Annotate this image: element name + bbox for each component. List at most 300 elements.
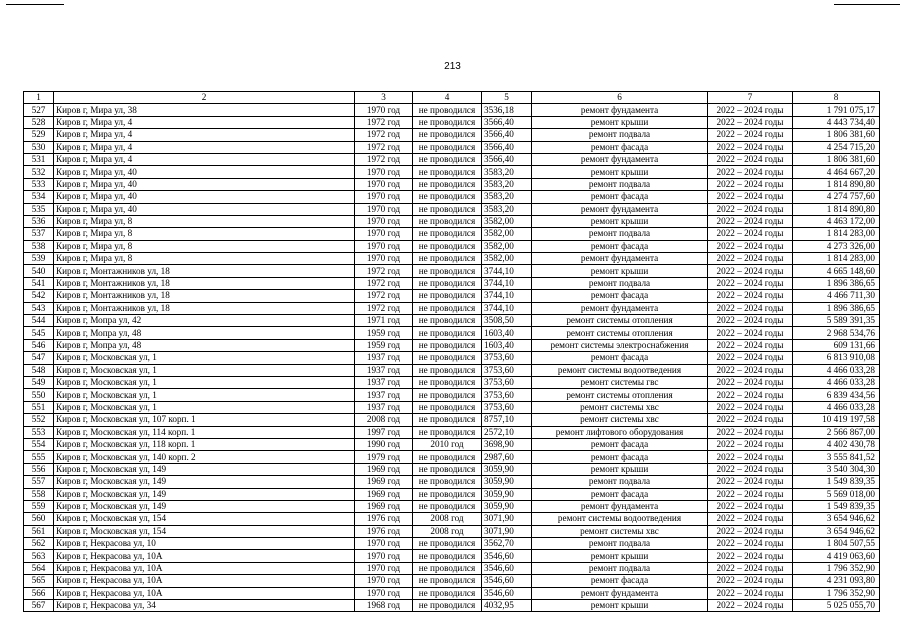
col-cost-header: 8: [793, 92, 880, 104]
cell-last-repair: не проводился: [413, 277, 482, 289]
cell-area: 3071,90: [482, 525, 532, 537]
cell-last-repair: не проводился: [413, 116, 482, 128]
cell-last-repair: не проводился: [413, 575, 482, 587]
repair-program-table: [23, 91, 880, 612]
cell-year-built: 1937 год: [355, 376, 413, 388]
cell-row-number: 553: [24, 426, 54, 438]
cell-cost: 1 814 890,80: [793, 178, 880, 190]
cell-row-number: 560: [24, 513, 54, 525]
cell-address: Киров г, Мира ул, 8: [54, 240, 355, 252]
cell-year-built: 1970 год: [355, 562, 413, 574]
cell-work-type: ремонт системы водоотведения: [532, 513, 708, 525]
cell-work-type: ремонт крыши: [532, 265, 708, 277]
table-row: [24, 525, 880, 537]
cell-address: Киров г, Мира ул, 40: [54, 191, 355, 203]
cell-area: 3508,50: [482, 315, 532, 327]
cell-area: 3566,40: [482, 153, 532, 165]
cell-period: 2022 – 2024 годы: [708, 513, 793, 525]
table-row: [24, 538, 880, 550]
cell-last-repair: не проводился: [413, 476, 482, 488]
cell-row-number: 528: [24, 116, 54, 128]
cell-address: Киров г, Мира ул, 40: [54, 203, 355, 215]
cell-row-number: 559: [24, 500, 54, 512]
cell-last-repair: не проводился: [413, 538, 482, 550]
cell-area: 3744,10: [482, 277, 532, 289]
cell-address: Киров г, Московская ул, 140 корп. 2: [54, 451, 355, 463]
cell-cost: 1 796 352,90: [793, 587, 880, 599]
cell-period: 2022 – 2024 годы: [708, 240, 793, 252]
cell-period: 2022 – 2024 годы: [708, 538, 793, 550]
table-row: [24, 476, 880, 488]
cell-work-type: ремонт фасада: [532, 575, 708, 587]
cell-area: 3566,40: [482, 116, 532, 128]
cell-row-number: 537: [24, 228, 54, 240]
cell-year-built: 1937 год: [355, 401, 413, 413]
cell-last-repair: не проводился: [413, 228, 482, 240]
cell-last-repair: не проводился: [413, 364, 482, 376]
cell-work-type: ремонт крыши: [532, 600, 708, 612]
cell-area: 3059,90: [482, 500, 532, 512]
cell-period: 2022 – 2024 годы: [708, 500, 793, 512]
cell-last-repair: не проводился: [413, 191, 482, 203]
cell-area: 3583,20: [482, 203, 532, 215]
cell-row-number: 530: [24, 141, 54, 153]
cell-last-repair: не проводился: [413, 401, 482, 413]
cell-period: 2022 – 2024 годы: [708, 451, 793, 463]
cell-year-built: 1970 год: [355, 575, 413, 587]
cell-cost: 3 540 304,30: [793, 463, 880, 475]
cell-area: 1603,40: [482, 327, 532, 339]
cell-year-built: 1990 год: [355, 438, 413, 450]
cell-period: 2022 – 2024 годы: [708, 215, 793, 227]
cell-period: 2022 – 2024 годы: [708, 265, 793, 277]
table-row: [24, 352, 880, 364]
cell-work-type: ремонт системы гвс: [532, 376, 708, 388]
cell-area: 3583,20: [482, 191, 532, 203]
cell-cost: 4 273 326,00: [793, 240, 880, 252]
table-row: [24, 191, 880, 203]
cell-last-repair: не проводился: [413, 389, 482, 401]
cell-work-type: ремонт системы отопления: [532, 389, 708, 401]
cell-area: 3059,90: [482, 488, 532, 500]
cell-work-type: ремонт системы отопления: [532, 327, 708, 339]
cell-period: 2022 – 2024 годы: [708, 327, 793, 339]
cell-area: 3582,00: [482, 215, 532, 227]
cell-work-type: ремонт фундамента: [532, 253, 708, 265]
cell-address: Киров г, Некрасова ул, 10: [54, 538, 355, 550]
cell-area: 3059,90: [482, 463, 532, 475]
cell-period: 2022 – 2024 годы: [708, 463, 793, 475]
cell-row-number: 558: [24, 488, 54, 500]
cell-work-type: ремонт фундамента: [532, 203, 708, 215]
cell-period: 2022 – 2024 годы: [708, 166, 793, 178]
cell-work-type: ремонт подвала: [532, 178, 708, 190]
cell-last-repair: не проводился: [413, 463, 482, 475]
cell-cost: 1 549 839,35: [793, 476, 880, 488]
cell-area: 3582,00: [482, 240, 532, 252]
cell-cost: 1 814 283,00: [793, 253, 880, 265]
cell-address: Киров г, Московская ул, 149: [54, 476, 355, 488]
col-period-header: 7: [708, 92, 793, 104]
cell-cost: 2 566 867,00: [793, 426, 880, 438]
cell-area: 8757,10: [482, 414, 532, 426]
cell-work-type: ремонт системы отопления: [532, 315, 708, 327]
cell-area: 3562,70: [482, 538, 532, 550]
cell-cost: 5 569 018,00: [793, 488, 880, 500]
cell-work-type: ремонт фасада: [532, 240, 708, 252]
cell-address: Киров г, Мира ул, 4: [54, 141, 355, 153]
cell-address: Киров г, Мира ул, 4: [54, 129, 355, 141]
cell-work-type: ремонт фасада: [532, 438, 708, 450]
cell-work-type: ремонт фасада: [532, 141, 708, 153]
cell-work-type: ремонт крыши: [532, 215, 708, 227]
cell-cost: 10 419 197,58: [793, 414, 880, 426]
cell-row-number: 565: [24, 575, 54, 587]
cell-area: 3071,90: [482, 513, 532, 525]
cell-cost: 4 419 063,60: [793, 550, 880, 562]
cell-row-number: 542: [24, 290, 54, 302]
cell-work-type: ремонт системы водоотведения: [532, 364, 708, 376]
cell-last-repair: не проводился: [413, 426, 482, 438]
cell-work-type: ремонт подвала: [532, 129, 708, 141]
cell-period: 2022 – 2024 годы: [708, 426, 793, 438]
cell-work-type: ремонт крыши: [532, 166, 708, 178]
cell-row-number: 536: [24, 215, 54, 227]
table-row: [24, 315, 880, 327]
cell-cost: 1 896 386,65: [793, 302, 880, 314]
cell-address: Киров г, Мопра ул, 48: [54, 327, 355, 339]
cell-year-built: 1970 год: [355, 215, 413, 227]
cell-cost: 1 896 386,65: [793, 277, 880, 289]
cell-last-repair: не проводился: [413, 327, 482, 339]
cell-address: Киров г, Мира ул, 4: [54, 153, 355, 165]
cell-period: 2022 – 2024 годы: [708, 116, 793, 128]
cell-year-built: 1959 год: [355, 327, 413, 339]
cell-cost: 4 443 734,40: [793, 116, 880, 128]
cell-last-repair: не проводился: [413, 141, 482, 153]
cell-year-built: 1976 год: [355, 525, 413, 537]
cell-year-built: 1972 год: [355, 116, 413, 128]
cell-row-number: 557: [24, 476, 54, 488]
cell-row-number: 538: [24, 240, 54, 252]
cell-address: Киров г, Московская ул, 107 корп. 1: [54, 414, 355, 426]
table-row: [24, 550, 880, 562]
table-row: [24, 451, 880, 463]
cell-cost: 609 131,66: [793, 339, 880, 351]
cell-period: 2022 – 2024 годы: [708, 389, 793, 401]
cell-address: Киров г, Мира ул, 38: [54, 104, 355, 116]
cell-row-number: 561: [24, 525, 54, 537]
cell-work-type: ремонт фасада: [532, 451, 708, 463]
cell-period: 2022 – 2024 годы: [708, 600, 793, 612]
table-row: [24, 228, 880, 240]
cell-year-built: 1970 год: [355, 191, 413, 203]
cell-row-number: 567: [24, 600, 54, 612]
cell-cost: 6 813 910,08: [793, 352, 880, 364]
cell-address: Киров г, Монтажников ул, 18: [54, 290, 355, 302]
cell-period: 2022 – 2024 годы: [708, 228, 793, 240]
cell-year-built: 1979 год: [355, 451, 413, 463]
cell-year-built: 1972 год: [355, 141, 413, 153]
cell-last-repair: не проводился: [413, 302, 482, 314]
cell-row-number: 527: [24, 104, 54, 116]
table-row: [24, 389, 880, 401]
cell-period: 2022 – 2024 годы: [708, 525, 793, 537]
table-row: [24, 414, 880, 426]
cell-cost: 3 555 841,52: [793, 451, 880, 463]
cell-last-repair: не проводился: [413, 352, 482, 364]
cell-area: 3546,60: [482, 575, 532, 587]
cell-year-built: 1970 год: [355, 104, 413, 116]
cell-year-built: 1971 год: [355, 315, 413, 327]
cell-address: Киров г, Московская ул, 149: [54, 463, 355, 475]
cell-period: 2022 – 2024 годы: [708, 191, 793, 203]
cell-cost: 1 791 075,17: [793, 104, 880, 116]
cell-period: 2022 – 2024 годы: [708, 153, 793, 165]
col-last-repair-header: 4: [413, 92, 482, 104]
cell-area: 3546,60: [482, 587, 532, 599]
table-row: [24, 500, 880, 512]
cell-last-repair: не проводился: [413, 550, 482, 562]
cell-period: 2022 – 2024 годы: [708, 203, 793, 215]
cell-period: 2022 – 2024 годы: [708, 476, 793, 488]
cell-year-built: 1937 год: [355, 364, 413, 376]
cell-year-built: 1970 год: [355, 178, 413, 190]
cell-work-type: ремонт крыши: [532, 116, 708, 128]
cell-row-number: 541: [24, 277, 54, 289]
cell-cost: 1 806 381,60: [793, 129, 880, 141]
table-row: [24, 488, 880, 500]
cell-row-number: 545: [24, 327, 54, 339]
table-row: [24, 562, 880, 574]
cell-year-built: 1972 год: [355, 265, 413, 277]
cell-work-type: ремонт системы электроснабжения: [532, 339, 708, 351]
cell-last-repair: не проводился: [413, 265, 482, 277]
cell-row-number: 554: [24, 438, 54, 450]
cell-area: 3744,10: [482, 290, 532, 302]
cell-cost: 4 274 757,60: [793, 191, 880, 203]
cell-year-built: 1970 год: [355, 587, 413, 599]
cell-row-number: 535: [24, 203, 54, 215]
cell-address: Киров г, Мира ул, 8: [54, 215, 355, 227]
cell-row-number: 539: [24, 253, 54, 265]
cell-area: 3059,90: [482, 476, 532, 488]
cell-address: Киров г, Московская ул, 1: [54, 376, 355, 388]
cell-period: 2022 – 2024 годы: [708, 104, 793, 116]
cell-last-repair: не проводился: [413, 215, 482, 227]
table-row: [24, 426, 880, 438]
cell-row-number: 540: [24, 265, 54, 277]
table-row: [24, 253, 880, 265]
cell-row-number: 566: [24, 587, 54, 599]
cell-area: 2987,60: [482, 451, 532, 463]
cell-cost: 1 549 839,35: [793, 500, 880, 512]
cell-year-built: 1972 год: [355, 277, 413, 289]
table-row: [24, 401, 880, 413]
cell-period: 2022 – 2024 годы: [708, 488, 793, 500]
cell-address: Киров г, Московская ул, 114 корп. 1: [54, 426, 355, 438]
cell-cost: 4 466 711,30: [793, 290, 880, 302]
cell-period: 2022 – 2024 годы: [708, 575, 793, 587]
cell-period: 2022 – 2024 годы: [708, 253, 793, 265]
cell-row-number: 529: [24, 129, 54, 141]
cell-cost: 5 025 055,70: [793, 600, 880, 612]
cell-area: 3546,60: [482, 562, 532, 574]
table-row: [24, 240, 880, 252]
cell-cost: 4 464 667,20: [793, 166, 880, 178]
cell-address: Киров г, Монтажников ул, 18: [54, 302, 355, 314]
cell-row-number: 533: [24, 178, 54, 190]
cell-year-built: 1937 год: [355, 389, 413, 401]
cell-work-type: ремонт подвала: [532, 538, 708, 550]
cell-period: 2022 – 2024 годы: [708, 352, 793, 364]
cell-area: 3583,20: [482, 166, 532, 178]
cell-address: Киров г, Московская ул, 1: [54, 389, 355, 401]
cell-year-built: 1970 год: [355, 228, 413, 240]
table-row: [24, 339, 880, 351]
cell-address: Киров г, Мира ул, 8: [54, 253, 355, 265]
cell-year-built: 1972 год: [355, 153, 413, 165]
cell-year-built: 1997 год: [355, 426, 413, 438]
col-area-header: 5: [482, 92, 532, 104]
cell-year-built: 2008 год: [355, 414, 413, 426]
cell-row-number: 555: [24, 451, 54, 463]
table-row: [24, 203, 880, 215]
cell-cost: 1 814 283,00: [793, 228, 880, 240]
cell-last-repair: не проводился: [413, 315, 482, 327]
cell-row-number: 549: [24, 376, 54, 388]
cell-address: Киров г, Московская ул, 1: [54, 401, 355, 413]
cell-row-number: 562: [24, 538, 54, 550]
cell-last-repair: не проводился: [413, 600, 482, 612]
col-year-built-header: 3: [355, 92, 413, 104]
cell-work-type: ремонт системы хвс: [532, 401, 708, 413]
cell-last-repair: 2008 год: [413, 525, 482, 537]
cell-area: 3582,00: [482, 253, 532, 265]
cell-cost: 4 665 148,60: [793, 265, 880, 277]
cell-work-type: ремонт фасада: [532, 191, 708, 203]
cell-cost: 1 806 381,60: [793, 153, 880, 165]
cell-area: 3753,60: [482, 364, 532, 376]
cell-year-built: 1972 год: [355, 302, 413, 314]
cell-work-type: ремонт крыши: [532, 463, 708, 475]
cell-address: Киров г, Некрасова ул, 10А: [54, 575, 355, 587]
cell-work-type: ремонт подвала: [532, 476, 708, 488]
cell-cost: 4 402 430,78: [793, 438, 880, 450]
table-row: [24, 327, 880, 339]
cell-last-repair: не проводился: [413, 104, 482, 116]
cell-row-number: 546: [24, 339, 54, 351]
cell-row-number: 556: [24, 463, 54, 475]
cell-year-built: 1970 год: [355, 240, 413, 252]
table-row: [24, 277, 880, 289]
cell-address: Киров г, Московская ул, 149: [54, 500, 355, 512]
cell-period: 2022 – 2024 годы: [708, 141, 793, 153]
cell-area: 3536,18: [482, 104, 532, 116]
cell-last-repair: не проводился: [413, 587, 482, 599]
cell-last-repair: 2010 год: [413, 438, 482, 450]
cell-period: 2022 – 2024 годы: [708, 550, 793, 562]
cell-address: Киров г, Московская ул, 1: [54, 352, 355, 364]
table-row: [24, 153, 880, 165]
cell-row-number: 532: [24, 166, 54, 178]
cell-cost: 4 466 033,28: [793, 364, 880, 376]
cell-last-repair: 2008 год: [413, 513, 482, 525]
cell-area: 3698,90: [482, 438, 532, 450]
cell-area: 3753,60: [482, 389, 532, 401]
cell-cost: 6 839 434,56: [793, 389, 880, 401]
cell-area: 3753,60: [482, 352, 532, 364]
table-row: [24, 376, 880, 388]
cell-work-type: ремонт фундамента: [532, 153, 708, 165]
cell-last-repair: не проводился: [413, 178, 482, 190]
cell-period: 2022 – 2024 годы: [708, 277, 793, 289]
top-left-rule: [6, 4, 64, 5]
cell-row-number: 552: [24, 414, 54, 426]
cell-work-type: ремонт подвала: [532, 277, 708, 289]
cell-address: Киров г, Мира ул, 40: [54, 178, 355, 190]
cell-row-number: 543: [24, 302, 54, 314]
table-row: [24, 215, 880, 227]
cell-address: Киров г, Московская ул, 1: [54, 364, 355, 376]
cell-cost: 5 589 391,35: [793, 315, 880, 327]
table-row: [24, 178, 880, 190]
cell-cost: 4 466 033,28: [793, 376, 880, 388]
cell-area: 2572,10: [482, 426, 532, 438]
cell-period: 2022 – 2024 годы: [708, 302, 793, 314]
cell-last-repair: не проводился: [413, 488, 482, 500]
cell-row-number: 550: [24, 389, 54, 401]
cell-area: 3583,20: [482, 178, 532, 190]
table-row: [24, 116, 880, 128]
cell-last-repair: не проводился: [413, 500, 482, 512]
cell-period: 2022 – 2024 годы: [708, 129, 793, 141]
cell-period: 2022 – 2024 годы: [708, 414, 793, 426]
cell-address: Киров г, Некрасова ул, 10А: [54, 550, 355, 562]
cell-last-repair: не проводился: [413, 562, 482, 574]
cell-row-number: 547: [24, 352, 54, 364]
cell-year-built: 1969 год: [355, 476, 413, 488]
cell-area: 4032,95: [482, 600, 532, 612]
cell-area: 3744,10: [482, 302, 532, 314]
cell-period: 2022 – 2024 годы: [708, 587, 793, 599]
cell-last-repair: не проводился: [413, 129, 482, 141]
cell-work-type: ремонт подвала: [532, 228, 708, 240]
cell-cost: 1 796 352,90: [793, 562, 880, 574]
cell-work-type: ремонт системы хвс: [532, 414, 708, 426]
cell-work-type: ремонт подвала: [532, 562, 708, 574]
cell-address: Киров г, Московская ул, 154: [54, 513, 355, 525]
cell-area: 3546,60: [482, 550, 532, 562]
cell-period: 2022 – 2024 годы: [708, 290, 793, 302]
cell-address: Киров г, Московская ул, 118 корп. 1: [54, 438, 355, 450]
cell-period: 2022 – 2024 годы: [708, 401, 793, 413]
cell-year-built: 1972 год: [355, 290, 413, 302]
cell-cost: 2 968 534,76: [793, 327, 880, 339]
cell-last-repair: не проводился: [413, 290, 482, 302]
cell-year-built: 1937 год: [355, 352, 413, 364]
cell-area: 3582,00: [482, 228, 532, 240]
cell-area: 3566,40: [482, 141, 532, 153]
cell-address: Киров г, Некрасова ул, 34: [54, 600, 355, 612]
table-row: [24, 364, 880, 376]
cell-period: 2022 – 2024 годы: [708, 562, 793, 574]
col-work-type-header: 6: [532, 92, 708, 104]
cell-year-built: 1969 год: [355, 488, 413, 500]
cell-address: Киров г, Некрасова ул, 10А: [54, 587, 355, 599]
cell-address: Киров г, Мира ул, 40: [54, 166, 355, 178]
cell-period: 2022 – 2024 годы: [708, 315, 793, 327]
